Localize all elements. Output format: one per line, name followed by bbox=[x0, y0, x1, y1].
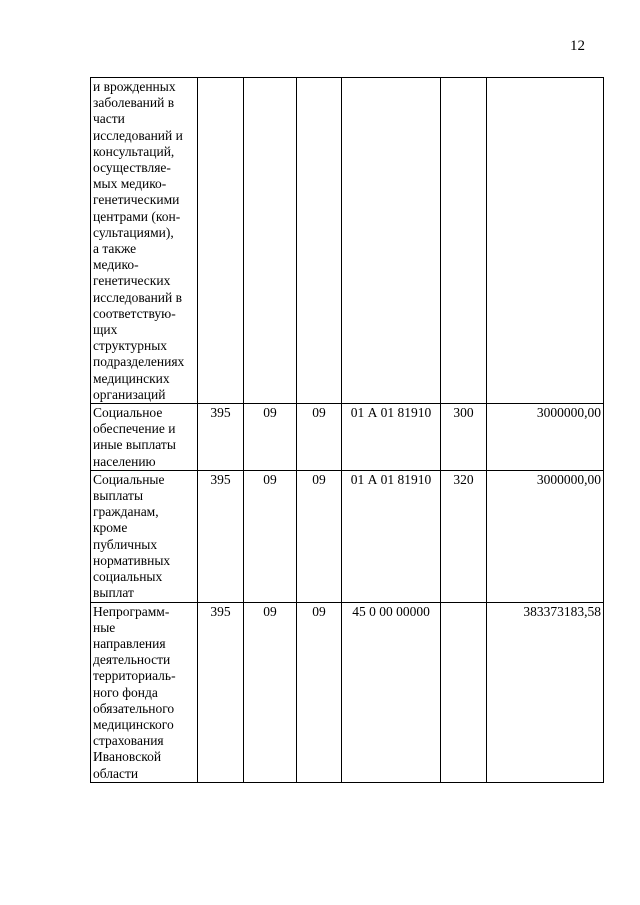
cell-expense bbox=[441, 78, 487, 404]
name-line: иные выплаты bbox=[93, 437, 176, 453]
cell-name bbox=[91, 404, 198, 471]
name-line: Социальные bbox=[93, 471, 165, 487]
cell-subsection bbox=[297, 78, 342, 404]
name-line: гражданам, bbox=[93, 504, 159, 520]
name-line: мых медико- bbox=[93, 176, 167, 192]
name-line: заболеваний в bbox=[93, 95, 175, 111]
name-line: страхования bbox=[93, 733, 164, 749]
cell-admin: 395 bbox=[198, 404, 244, 471]
table-row bbox=[91, 602, 604, 782]
cell-section: 09 bbox=[244, 404, 297, 471]
cell-target: 01 А 01 81910 bbox=[342, 470, 441, 602]
name-line: ного фонда bbox=[93, 684, 158, 700]
name-line: территориаль- bbox=[93, 668, 176, 684]
name-line: населению bbox=[93, 453, 156, 469]
cell-subsection: 09 bbox=[297, 602, 342, 782]
name-line: медицинского bbox=[93, 716, 174, 732]
name-line: Непрограмм- bbox=[93, 603, 170, 619]
cell-subsection: 09 bbox=[297, 470, 342, 602]
name-line: обеспечение и bbox=[93, 421, 176, 437]
cell-section bbox=[244, 78, 297, 404]
name-line: области bbox=[93, 765, 139, 781]
name-line: организаций bbox=[93, 386, 166, 402]
name-line: нормативных bbox=[93, 552, 171, 568]
name-line: осуществляе- bbox=[93, 160, 171, 176]
cell-section: 09 bbox=[244, 602, 297, 782]
name-line: сультациями), bbox=[93, 224, 174, 240]
name-line: деятельности bbox=[93, 652, 171, 668]
table-row bbox=[91, 470, 604, 602]
name-line: структурных bbox=[93, 338, 168, 354]
page-number: 12 bbox=[570, 38, 585, 54]
cell-admin bbox=[198, 78, 244, 404]
name-line: а также bbox=[93, 241, 137, 257]
cell-name bbox=[91, 78, 198, 404]
name-line: генетическими bbox=[93, 192, 180, 208]
name-line: выплат bbox=[93, 585, 134, 601]
name-line: щих bbox=[93, 322, 118, 338]
cell-expense: 300 bbox=[441, 404, 487, 471]
name-line: исследований и bbox=[93, 127, 183, 143]
cell-subsection: 09 bbox=[297, 404, 342, 471]
name-line: социальных bbox=[93, 569, 163, 585]
cell-amount: 3000000,00 bbox=[487, 470, 604, 602]
name-line: ные bbox=[93, 619, 116, 635]
table-row bbox=[91, 404, 604, 471]
cell-expense: 320 bbox=[441, 470, 487, 602]
cell-amount: 383373183,58 bbox=[487, 602, 604, 782]
name-line: публичных bbox=[93, 536, 158, 552]
cell-target: 01 А 01 81910 bbox=[342, 404, 441, 471]
name-line: подразделениях bbox=[93, 354, 185, 370]
name-line: Ивановской bbox=[93, 749, 162, 765]
name-line: исследований в bbox=[93, 289, 182, 305]
table-row bbox=[91, 78, 604, 404]
name-line: консультаций, bbox=[93, 143, 175, 159]
name-line: обязательного bbox=[93, 700, 175, 716]
name-line: Социальное bbox=[93, 405, 163, 421]
cell-admin: 395 bbox=[198, 470, 244, 602]
cell-name bbox=[91, 602, 198, 782]
name-line: центрами (кон- bbox=[93, 208, 181, 224]
name-line: кроме bbox=[93, 520, 128, 536]
name-line: соответствую- bbox=[93, 305, 176, 321]
name-line: части bbox=[93, 111, 125, 127]
cell-section: 09 bbox=[244, 470, 297, 602]
name-line: медико- bbox=[93, 257, 139, 273]
name-line: направления bbox=[93, 635, 166, 651]
cell-admin: 395 bbox=[198, 602, 244, 782]
cell-amount bbox=[487, 78, 604, 404]
name-line: генетических bbox=[93, 273, 171, 289]
name-line: и врожденных bbox=[93, 79, 176, 94]
name-line: медицинских bbox=[93, 370, 170, 386]
cell-amount: 3000000,00 bbox=[487, 404, 604, 471]
cell-expense bbox=[441, 602, 487, 782]
cell-target bbox=[342, 78, 441, 404]
budget-table bbox=[90, 77, 604, 783]
cell-target: 45 0 00 00000 bbox=[342, 602, 441, 782]
cell-name bbox=[91, 470, 198, 602]
name-line: выплаты bbox=[93, 488, 144, 504]
